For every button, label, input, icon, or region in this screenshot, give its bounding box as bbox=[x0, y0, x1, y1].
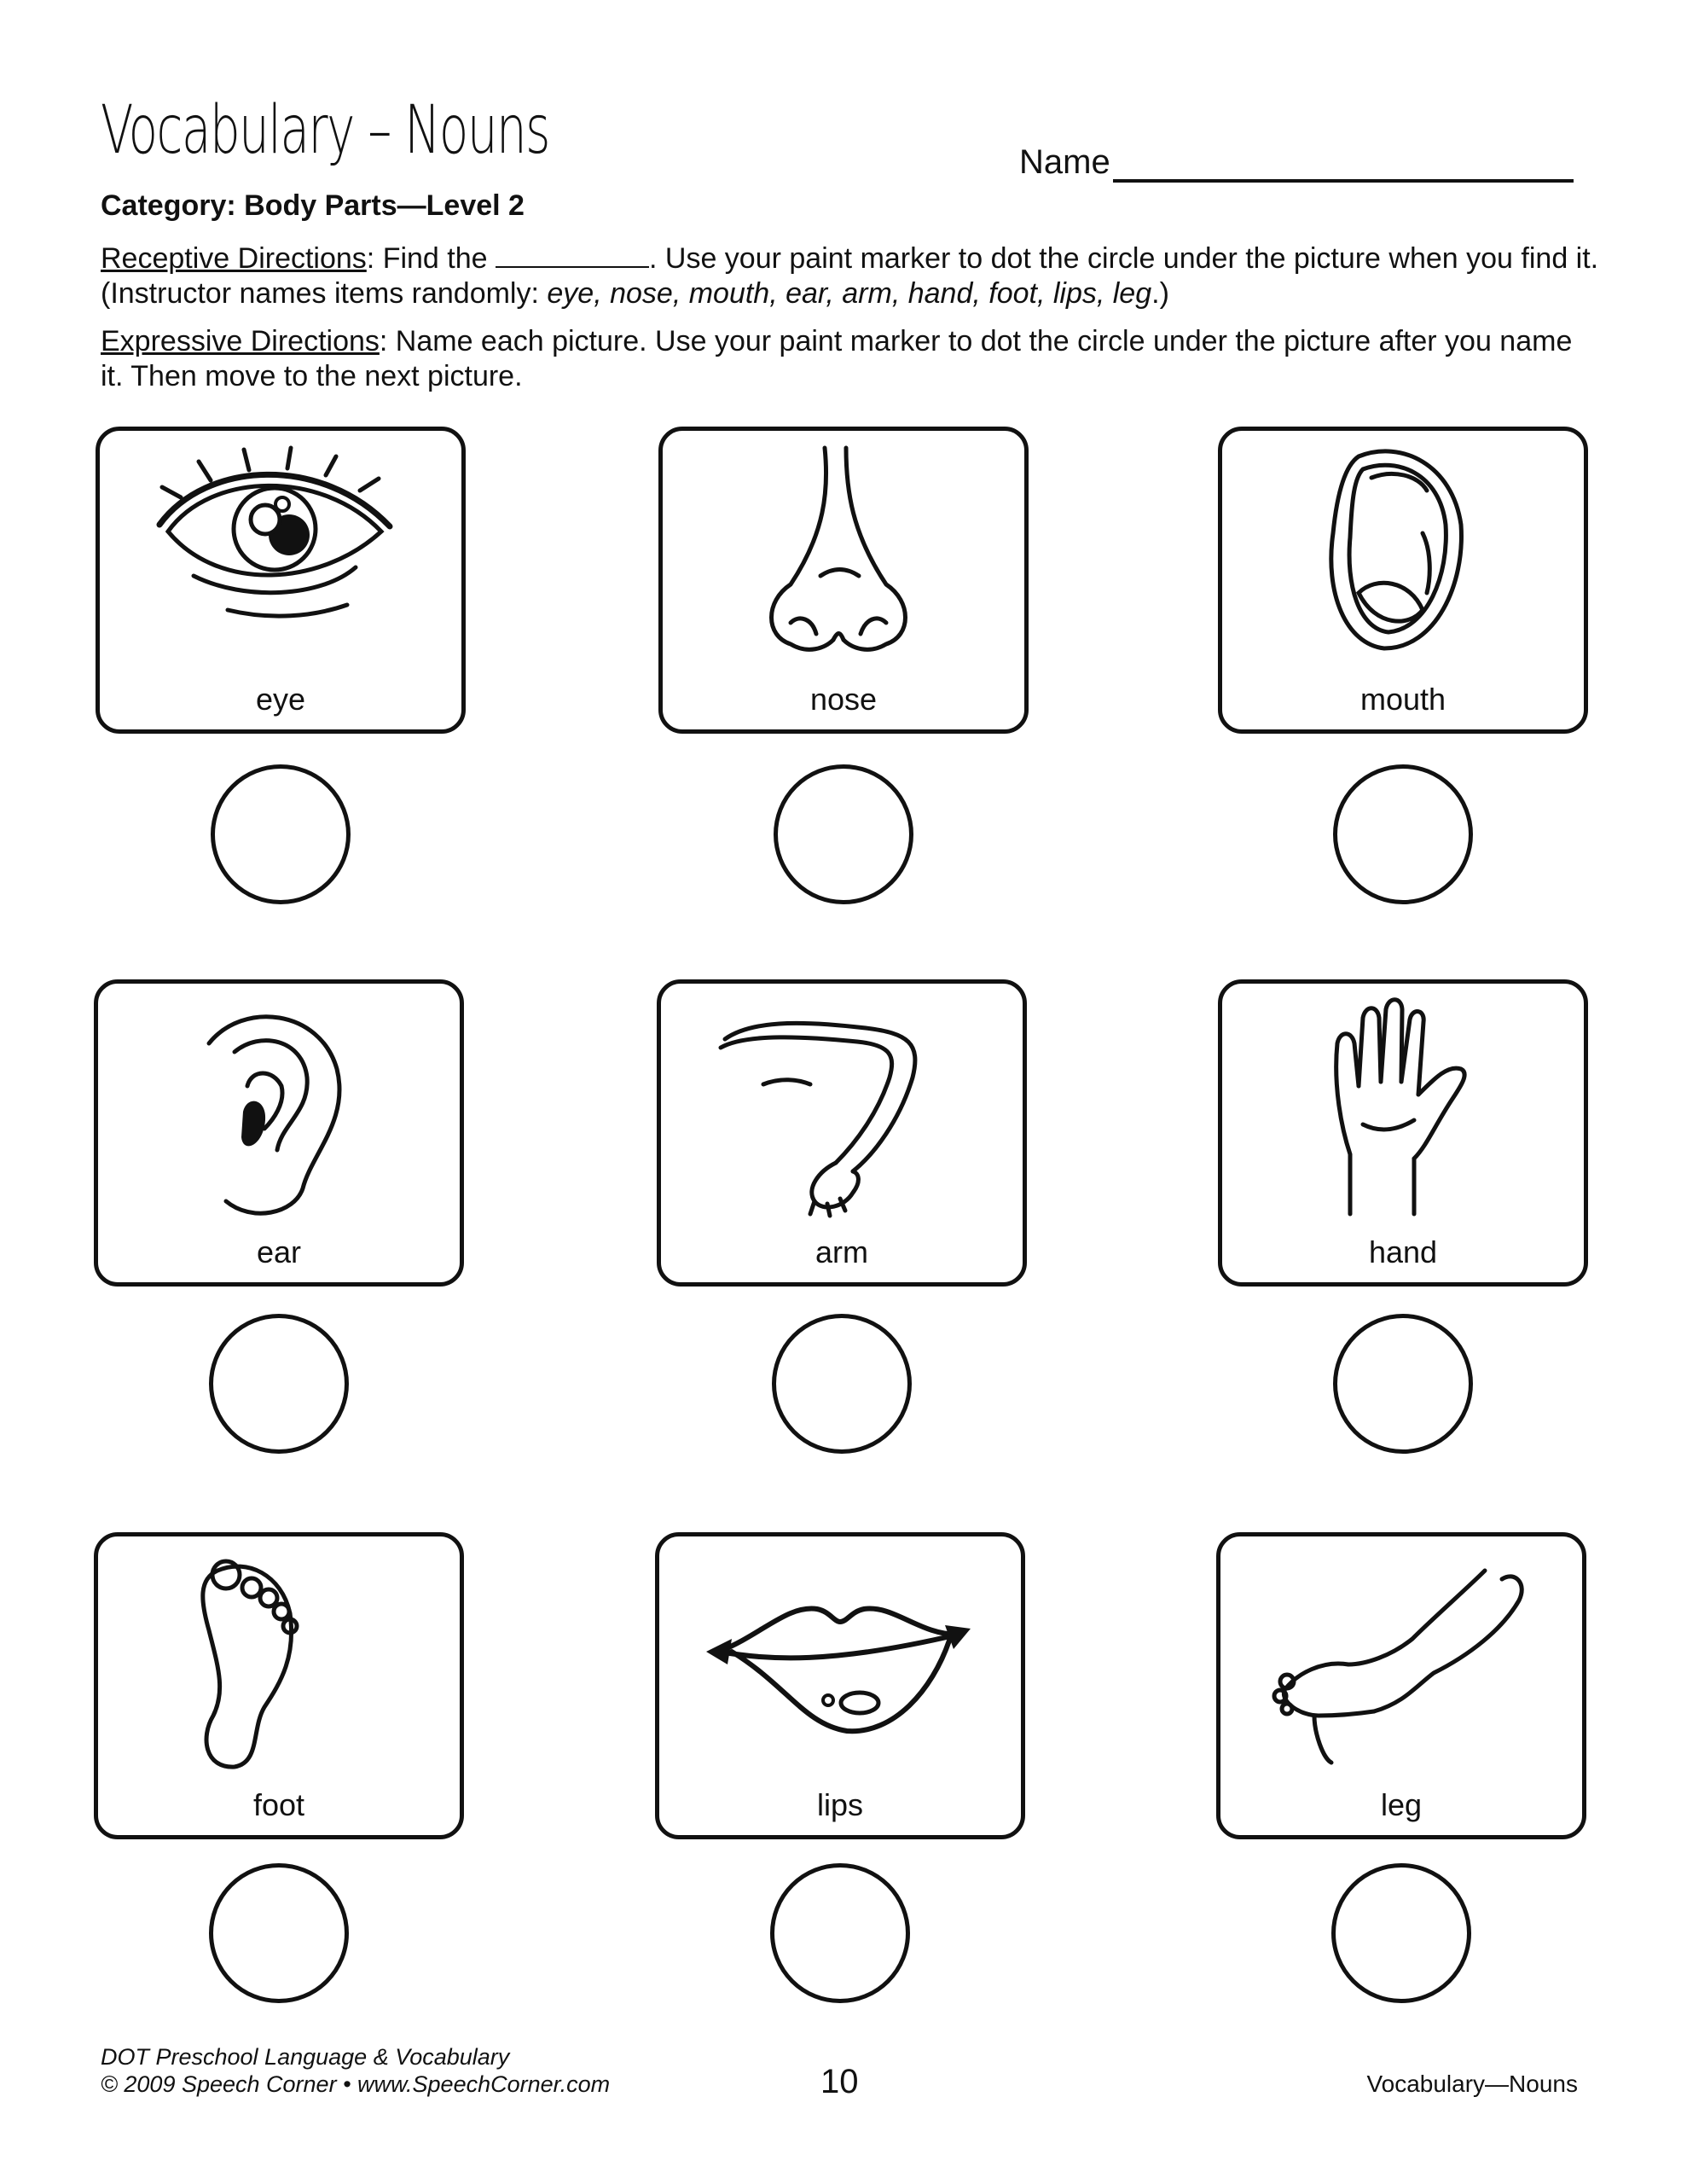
dot-circle-ear[interactable] bbox=[209, 1314, 349, 1454]
dot-circle-nose[interactable] bbox=[774, 764, 913, 904]
name-input-line[interactable] bbox=[1113, 179, 1574, 183]
card-label: eye bbox=[255, 682, 306, 717]
receptive-label: Receptive Directions bbox=[101, 242, 367, 275]
dot-circle-hand[interactable] bbox=[1333, 1314, 1473, 1454]
dot-circle-eye[interactable] bbox=[211, 764, 351, 904]
hand-icon bbox=[1222, 984, 1584, 1240]
card-label: arm bbox=[815, 1234, 868, 1269]
expressive-text: : Name each picture. Use your paint marker to dot the circle under the picture after you name it. Then move to the next picture. bbox=[101, 325, 1573, 392]
page-number: 10 bbox=[820, 2063, 859, 2100]
footer-copyright: © 2009 Speech Corner • www.SpeechCorner.com bbox=[101, 2071, 611, 2097]
dot-circle-lips[interactable] bbox=[770, 1863, 910, 2003]
picture-card-foot bbox=[94, 1532, 464, 1839]
lips-icon bbox=[659, 1536, 1021, 1792]
dot-circle-foot[interactable] bbox=[209, 1863, 349, 2003]
leg-icon bbox=[1220, 1536, 1582, 1792]
eye-icon bbox=[100, 431, 461, 687]
picture-card-hand bbox=[1218, 979, 1588, 1287]
ear-icon bbox=[98, 984, 460, 1240]
receptive-end: .) bbox=[1151, 277, 1169, 310]
worksheet-title: Vocabulary – Nouns bbox=[101, 92, 549, 169]
picture-card-ear bbox=[94, 979, 464, 1287]
card-label: hand bbox=[1368, 1234, 1438, 1269]
receptive-text-a: : Find the bbox=[366, 242, 496, 275]
mouth-icon bbox=[1222, 431, 1584, 687]
expressive-label: Expressive Directions bbox=[101, 325, 380, 357]
nose-icon bbox=[663, 431, 1024, 687]
picture-card-mouth bbox=[1218, 427, 1588, 734]
picture-card-leg bbox=[1216, 1532, 1586, 1839]
picture-card-eye bbox=[96, 427, 466, 734]
footer-section: Vocabulary—Nouns bbox=[1366, 2071, 1578, 2097]
receptive-text-b: . Use your paint marker to dot the circle under the picture when you find it. (Instructor names items randomly: bbox=[101, 242, 1599, 310]
dot-circle-mouth[interactable] bbox=[1333, 764, 1473, 904]
picture-card-nose bbox=[658, 427, 1029, 734]
dot-circle-arm[interactable] bbox=[772, 1314, 912, 1454]
expressive-directions bbox=[101, 324, 1602, 394]
arm-icon bbox=[661, 984, 1023, 1240]
category-heading: Category: Body Parts—Level 2 bbox=[101, 189, 525, 222]
card-label: mouth bbox=[1359, 682, 1446, 717]
card-label: lips bbox=[816, 1787, 864, 1822]
card-label: ear bbox=[256, 1234, 302, 1269]
card-label: foot bbox=[252, 1787, 305, 1822]
card-label: nose bbox=[809, 682, 878, 717]
receptive-directions bbox=[101, 241, 1602, 311]
picture-card-lips bbox=[655, 1532, 1025, 1839]
footer-book-title: DOT Preschool Language & Vocabulary bbox=[101, 2044, 510, 2070]
picture-card-arm bbox=[657, 979, 1027, 1287]
receptive-items: eye, nose, mouth, ear, arm, hand, foot, lips, leg bbox=[547, 277, 1152, 310]
dot-circle-leg[interactable] bbox=[1331, 1863, 1471, 2003]
name-label: Name bbox=[1019, 143, 1110, 181]
fill-blank bbox=[496, 244, 649, 268]
card-label: leg bbox=[1380, 1787, 1423, 1822]
footer-credits bbox=[101, 2043, 610, 2098]
foot-icon bbox=[98, 1536, 460, 1792]
